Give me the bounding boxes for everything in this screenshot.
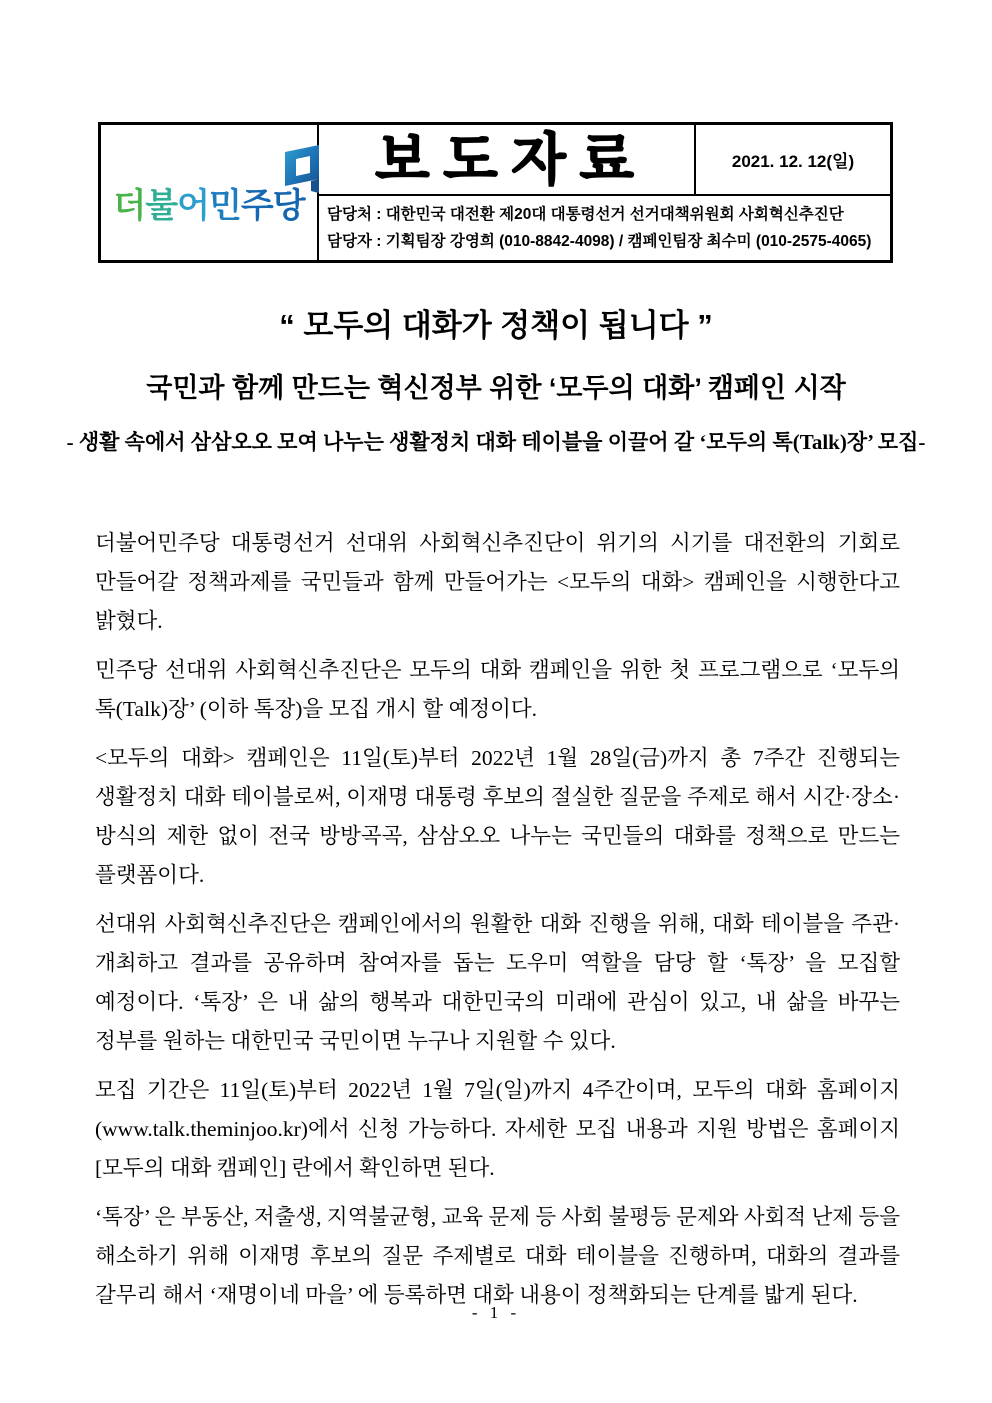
party-logo-text: 더불어민주당 [113,186,305,225]
contact-cell [319,196,890,260]
date-cell: 2021. 12. 12(일) [694,125,890,194]
party-logo [113,163,304,223]
paragraph-2: 민주당 선대위 사회혁신추진단은 모두의 대화 캠페인을 위한 첫 프로그램으로 ‘모두의 톡(Talk)장’ (이하 톡장)을 모집 개시 할 예정이다. [95,658,900,721]
sub-title: 국민과 함께 만드는 혁신정부 위한 ‘모두의 대화’ 캠페인 시작 [146,373,846,403]
header-right [319,125,890,260]
paragraph-1: 더불어민주당 대통령선거 선대위 사회혁신추진단이 위기의 시기를 대전환의 기회로 만들어갈 정책과제를 국민들과 함께 만들어가는 <모두의 대화> 캠페인을 시행한다고 밝혔다. [95,531,900,633]
paragraph-6: ‘톡장’ 은 부동산, 저출생, 지역불균형, 교육 문제 등 사회 불평등 문제와 사회적 난제 등을 해소하기 위해 이재명 후보의 질문 주제별로 대화 테이블을 진행하며, 대화의 결과를 갈무리 해서 ‘재명이네 마을’ 에 등록하면 대화 내용이 정책화되는 단계를 밟게 된다. [95,1205,900,1307]
party-logo-cell [101,125,319,260]
headline-block [0,308,992,455]
paragraph-4: 선대위 사회혁신추진단은 캠페인에서의 원활한 대화 진행을 위해, 대화 테이블을 주관·개최하고 결과를 공유하며 참여자를 돕는 도우미 역할을 담당 할 ‘톡장’ 을 모집할 예정이다. ‘톡장’ 은 내 삶의 행복과 대한민국의 미래에 관심이 있고, 내 삶을 바꾸는 정부를 원하는 대한민국 국민이면 누구나 지원할 수 있다. [95,912,900,1053]
body-text [95,524,900,1325]
press-title-cell [319,125,694,194]
contact-person: 담당자 : 기획팀장 강영희 (010-8842-4098) / 캠페인팀장 최수미 (010-2575-4065) [327,233,872,250]
press-release-title: 보도자료 [375,127,648,191]
contact-department: 담당처 : 대한민국 대전환 제20대 대통령선거 선거대책위원회 사회혁신추진단 [327,206,844,223]
header-table [98,122,893,263]
party-flag-icon [283,145,321,197]
header-top-row [319,125,890,196]
main-title: “ 모두의 대화가 정책이 됩니다 ” [279,308,713,343]
page-number: - 1 - [471,1303,521,1322]
paragraph-5: 모집 기간은 11일(토)부터 2022년 1월 7일(일)까지 4주간이며, 모두의 대화 홈페이지(www.talk.theminjoo.kr)에서 신청 가능하다. 자세한 모집 내용과 지원 방법은 홈페이지 [모두의 대화 캠페인] 란에서 확인하면 된다. [95,1078,900,1180]
paragraph-3: <모두의 대화> 캠페인은 11일(토)부터 2022년 1월 28일(금)까지 총 7주간 진행되는 생활정치 대화 테이블로써, 이재명 대통령 후보의 절실한 질문을 주제로 해서 시간·장소·방식의 제한 없이 전국 방방곡곡, 삼삼오오 나누는 국민들의 대화를 정책으로 만드는 플랫폼이다. [95,746,900,887]
tagline: - 생활 속에서 삼삼오오 모여 나누는 생활정치 대화 테이블을 이끌어 갈 ‘모두의 톡(Talk)장’ 모집- [66,430,926,454]
